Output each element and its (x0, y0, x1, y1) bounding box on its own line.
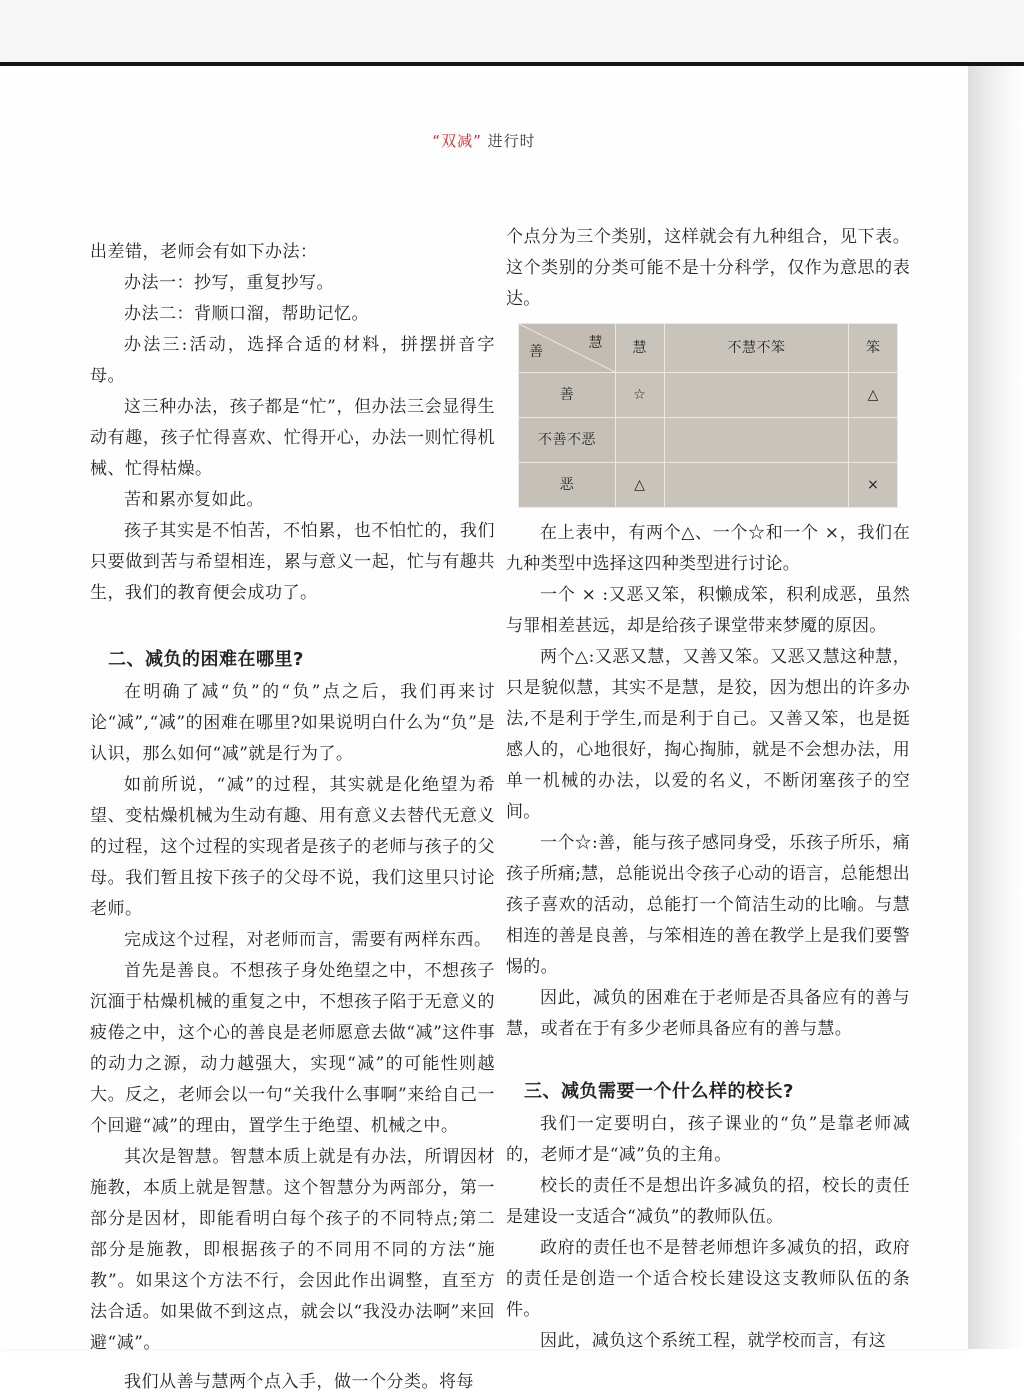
paragraph: 在上表中，有两个△、一个☆和一个 ×，我们在九种类型中选择这四种类型进行讨论。 (506, 523, 910, 574)
table-cell (664, 418, 849, 463)
column-header: 不慧不笨 (664, 324, 849, 373)
section-heading: 二、减负的困难在哪里? (108, 649, 304, 670)
paragraph: 孩子其实是不怕苦，不怕累，也不怕忙的，我们只要做到苦与希望相连，累与意义一起，忙与有趣共生，我们的教育便会成功了。 (90, 521, 495, 603)
paragraph: 出差错，老师会有如下办法： (90, 242, 318, 262)
right-column (506, 222, 910, 1357)
table-cell (664, 373, 849, 418)
paragraph: 因此，减负这个系统工程，就学校而言，有这 (540, 1331, 886, 1351)
corner-label-top: 慧 (588, 335, 603, 351)
section-heading: 三、减负需要一个什么样的校长? (524, 1081, 794, 1102)
classification-table-wrap (518, 323, 898, 508)
row-header: 恶 (519, 463, 616, 508)
paragraph: 苦和累亦复如此。 (124, 490, 264, 510)
table-cell (616, 418, 665, 463)
method-item: 办法二：背顺口溜，帮助记忆。 (124, 304, 369, 324)
column-header: 笨 (849, 324, 898, 373)
paragraph: 我们从善与慧两个点入手，做一个分类。将每 (124, 1372, 474, 1392)
paragraph: 在明确了减“负”的“负”点之后，我们再来讨论“减”,“减”的困难在哪里?如果说明白什么为“负”是认识，那么如何“减”就是行为了。 (90, 682, 495, 764)
table-cell: × (849, 463, 898, 508)
paragraph: 这三种办法，孩子都是“忙”，但办法三会显得生动有趣，孩子忙得喜欢、忙得开心，办法一则忙得机械、忙得枯燥。 (90, 397, 495, 479)
page-spine-shadow (968, 66, 1024, 1349)
row-header: 不善不恶 (519, 418, 616, 463)
method-item: 办法三:活动，选择合适的材料，拼摆拼音字母。 (90, 335, 495, 386)
paragraph: 一个☆:善，能与孩子感同身受，乐孩子所乐，痛孩子所痛;慧，总能说出令孩子心动的语言，总能想出孩子喜欢的活动，总能打一个简洁生动的比喻。与慧相连的善是良善，与笨相连的善在教学上是我们要警惕的。 (506, 833, 910, 977)
header-rest: 进行时 (487, 132, 536, 150)
paragraph: 政府的责任也不是替老师想许多减负的招，政府的责任是创造一个适合校长建设这支教师队伍的条件。 (506, 1238, 910, 1320)
scan-top-margin (0, 0, 1024, 62)
table-row (519, 373, 898, 418)
paragraph: 我们一定要明白，孩子课业的“负”是靠老师减的，老师才是“减”负的主角。 (506, 1114, 910, 1165)
paragraph: 首先是善良。不想孩子身处绝望之中，不想孩子沉湎于枯燥机械的重复之中，不想孩子陷于无意义的疲倦之中，这个心的善良是老师愿意去做“减”这件事的动力之源，动力越强大，实现“减”的可能性则越大。反之，老师会以一句“关我什么事啊”来给自己一个回避“减”的理由，置学生于绝望、机械之中。 (90, 961, 495, 1136)
table-cell: △ (616, 463, 665, 508)
paragraph: 校长的责任不是想出许多减负的招，校长的责任是建设一支适合“减负”的教师队伍。 (506, 1176, 910, 1227)
table-cell: △ (849, 373, 898, 418)
table-corner-cell (519, 324, 616, 373)
classification-table (518, 323, 898, 508)
header-quoted: “双减” (432, 132, 482, 150)
paragraph: 因此，减负的困难在于老师是否具备应有的善与慧，或者在于有多少老师具备应有的善与慧。 (506, 988, 910, 1039)
column-header: 慧 (616, 324, 665, 373)
corner-label-bottom: 善 (529, 344, 544, 360)
table-cell: ☆ (616, 373, 665, 418)
section-header (0, 130, 968, 151)
left-column (90, 237, 495, 1398)
table-cell (849, 418, 898, 463)
table-row (519, 463, 898, 508)
table-row (519, 418, 898, 463)
paragraph: 两个△:又恶又慧，又善又笨。又恶又慧这种慧，只是貌似慧，其实不是慧，是狡，因为想出的许多办法,不是利于学生,而是利于自己。又善又笨，也是挺感人的，心地很好，掏心掏肺，就是不会想办法，用单一机械的办法，以爱的名义，不断闭塞孩子的空间。 (506, 647, 910, 822)
table-cell (664, 463, 849, 508)
paragraph: 完成这个过程，对老师而言，需要有两样东西。 (124, 930, 492, 950)
paragraph: 如前所说，“减”的过程，其实就是化绝望为希望、变枯燥机械为生动有趣、用有意义去替代无意义的过程，这个过程的实现者是孩子的老师与孩子的父母。我们暂且按下孩子的父母不说，我们这里只讨论老师。 (90, 775, 495, 919)
row-header: 善 (519, 373, 616, 418)
paragraph: 其次是智慧。智慧本质上就是有办法，所谓因材施教，本质上就是智慧。这个智慧分为两部分，第一部分是因材，即能看明白每个孩子的不同特点;第二部分是施教，即根据孩子的不同用不同的方法“施教”。如果这个方法不行，会因此作出调整，直至方法合适。如果做不到这点，就会以“我没办法啊”来回避“减”。 (90, 1147, 495, 1353)
paragraph: 个点分为三个类别，这样就会有九种组合，见下表。这个类别的分类可能不是十分科学，仅作为意思的表达。 (506, 227, 910, 309)
table-header-row (519, 324, 898, 373)
paragraph: 一个 × :又恶又笨，积懒成笨，积利成恶，虽然与罪相差甚远，却是给孩子课堂带来梦魇的原因。 (506, 585, 910, 636)
method-item: 办法一：抄写，重复抄写。 (124, 273, 334, 293)
